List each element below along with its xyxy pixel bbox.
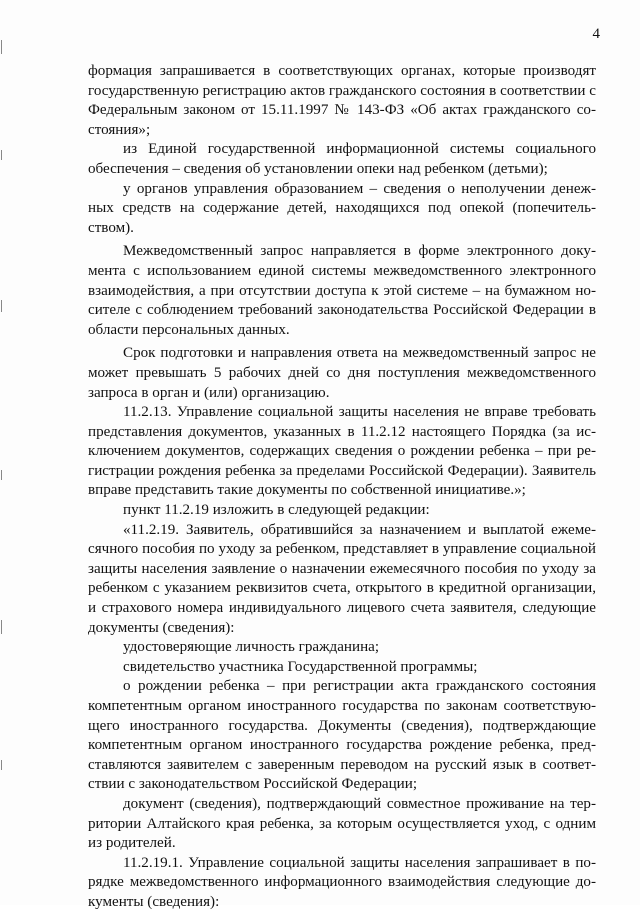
paragraph-11-2-13: 11.2.13. Управление социальной защиты населения не вправе требовать представления документов, указанных в 11.2.12 настоящего Порядка (за исключением документов, содержащих сведения о рождении ребенка – при регистрации рождения ребенка за пределами Российской Федерации). Заявитель вправе представить такие документы по собственной инициативе.»; bbox=[88, 404, 596, 499]
list-item-birth-abroad: о рождении ребенка – при регистрации акта гражданского состояния компетентным органом иностранного государства по законам соответствующего иностранного государства. Документы (сведения), подтверждающие компетентным органом иностранного государства рождение ребенка, представляются заявителем с заверенным переводом на русский язык в соответствии с законодательством Российской Федерации; bbox=[88, 678, 596, 793]
paragraph-11-2-19: «11.2.19. Заявитель, обратившийся за назначением и выплатой ежемесячного пособия по уходу за ребенком, представляет в управление социальной защиты населения заявление о назначении ежемесячного пособия по уходу за ребенком с указанием реквизитов счета, открытого в кредитной организации, и страхового номера индивидуального лицевого счета заявителя, следующие документы (сведения): bbox=[88, 521, 596, 636]
paragraph-response-deadline: Срок подготовки и направления ответа на межведомственный запрос не может превышать 5 рабочих дней со дня поступления межведомственного запроса в орган и (или) организацию. bbox=[88, 345, 596, 401]
paragraph-unified-system: из Единой государственной информационной системы социального обеспечения – сведения об установлении опеки над ребенком (детьми); bbox=[88, 141, 596, 177]
list-item-identity: удостоверяющие личность гражданина; bbox=[123, 639, 380, 656]
scan-edge-marks bbox=[0, 0, 3, 905]
page-number: 4 bbox=[592, 26, 600, 42]
paragraph-11-2-19-1: 11.2.19.1. Управление социальной защиты населения запрашивает в порядке межведомственного информационного взаимодействия следующие документы (сведения): bbox=[88, 854, 596, 910]
list-item-cohabitation-document: документ (сведения), подтверждающий совместное проживание на территории Алтайского края ребенка, за которым осуществляется уход, с одним из родителей. bbox=[88, 795, 596, 852]
list-item-program-certificate: свидетельство участника Государственной программы; bbox=[123, 658, 478, 675]
paragraph-civil-status-info: формация запрашивается в соответствующих органах, которые производят государственную регистрацию актов гражданского состояния в соответствии с Федеральным законом от 15.11.1997 № 143-ФЗ «Об актах гражданского состояния»; bbox=[88, 63, 596, 138]
paragraph-interagency-request-form: Межведомственный запрос направляется в форме электронного документа с использованием единой системы межведомственного электронного взаимодействия, а при отсутствии доступа к этой системе – на бумажном носителе с соблюдением требований законодательства Российской Федерации в области персональных данных. bbox=[88, 243, 596, 338]
paragraph-amend-11-2-19: пункт 11.2.19 изложить в следующей редакции: bbox=[123, 502, 430, 519]
paragraph-education-authorities: у органов управления образованием – сведения о неполучении денежных средств на содержание детей, находящихся под опекой (попечительством). bbox=[88, 180, 596, 236]
document-body bbox=[88, 62, 596, 913]
